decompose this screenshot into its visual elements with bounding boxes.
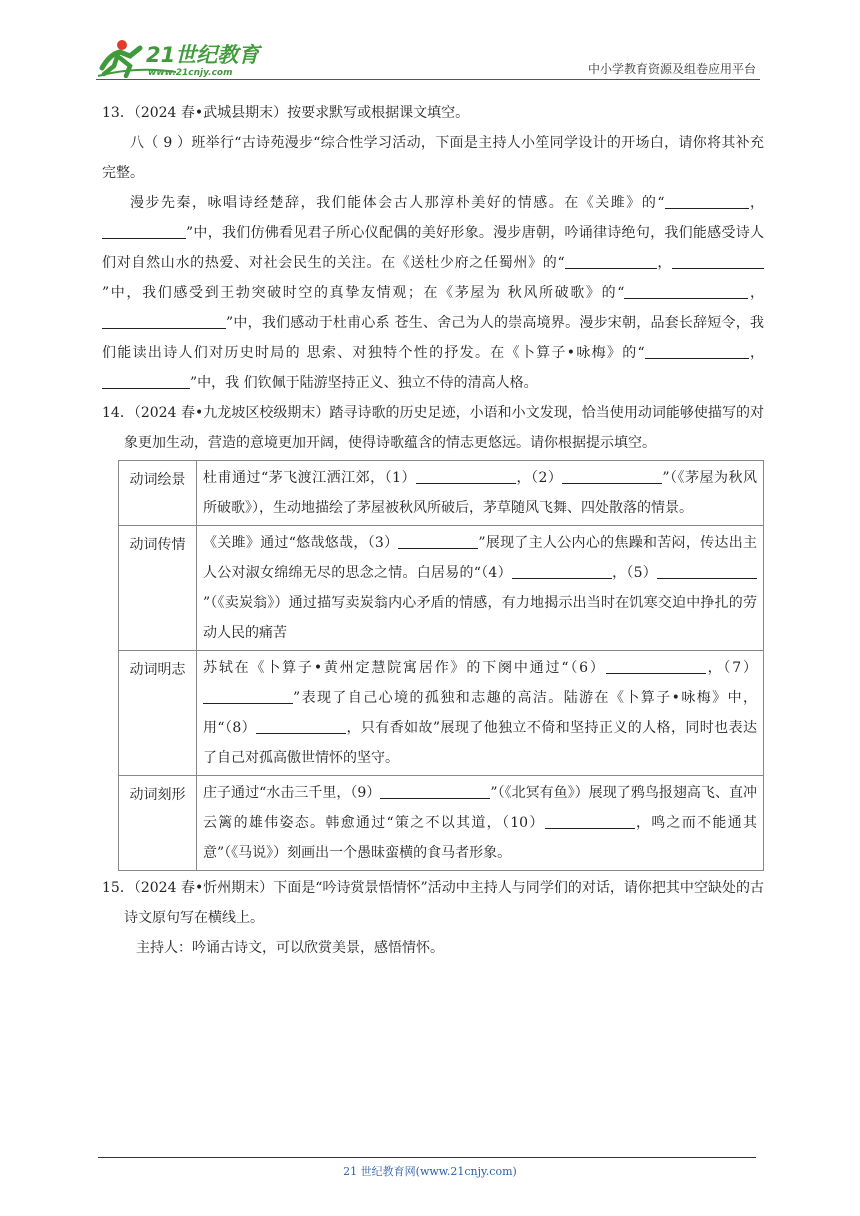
text-segment: ”中，我 们钦佩于陆游坚持正义、独立不侍的清高人格。	[190, 375, 538, 391]
text-segment: 漫步先秦，咏唱诗经楚辞，我们能体会古人那淳朴美好的情感。在《关雎》的“	[130, 195, 665, 211]
text-segment: ”（《茅屋为秋风所破歌》），生动地描绘了茅屋被秋风所破后，茅草随风飞舞、四处散落的情景。	[203, 470, 757, 516]
platform-name: 中小学教育资源及组卷应用平台	[587, 62, 756, 76]
text-segment: ，	[656, 255, 673, 271]
row-text	[197, 776, 764, 871]
answer-blank-8[interactable]	[102, 373, 190, 389]
logo-url: www.21cnjy.com	[148, 68, 233, 78]
question-content	[102, 98, 764, 963]
text-segment: 杜甫通过“茅飞渡江洒江郊，（1）	[203, 470, 416, 486]
text-segment: 《关雎》通过“悠哉悠哉，（3）	[203, 535, 399, 551]
logo-text: 21世纪教育	[146, 43, 260, 67]
row-label: 动词绘景	[119, 461, 197, 526]
text-segment: ”中，我们仿佛看见君子所心仪配偶的美好形象。漫步唐朝，吟诵律诗绝句，我们能感受诗人们对自然山水的热爱、对社会民生的关注。在《送杜少府之任蜀州》的“	[102, 225, 764, 271]
text-segment: ，	[748, 345, 764, 361]
row-label: 动词明志	[119, 651, 197, 776]
text-segment: ”（《北冥有鱼》）展现了鸦鸟报翅高飞、直冲云篱的雄伟姿态。韩愈通过“策之不以其道，（10）	[203, 785, 757, 831]
text-segment: 庄子通过“水击三千里，（9）	[203, 785, 381, 801]
text-segment: ”中，我们感受到王勃突破时空的真挚友情观；在《茅屋为 秋风所破歌》的“	[102, 285, 625, 301]
q15-host-line: 主持人：吟诵古诗文，可以欣赏美景，感悟情怀。	[136, 940, 444, 956]
answer-blank-7[interactable]	[645, 343, 749, 359]
answer-blank-t2[interactable]	[562, 468, 662, 484]
row-text	[197, 651, 764, 776]
answer-blank-t6[interactable]	[606, 658, 706, 674]
text-segment: ”（《卖炭翁》）通过描写卖炭翁内心矛盾的情感，有力地揭示出当时在饥寒交迫中挣扎的劳动人民的痛苦	[203, 595, 757, 641]
q14-title: 14．（2024 春•九龙坡区校级期末）踏寻诗歌的历史足迹，小语和小文发现，恰当使用动词能够使描写的对象更加生动，营造的意境更加开阔，使得诗歌蕴含的情志更悠远。请你根据提示填空。	[102, 405, 764, 451]
text-segment: 苏轼在《卜算子•黄州定慧院寓居作》的下阕中通过“（6）	[203, 660, 606, 676]
table-row	[119, 461, 764, 526]
answer-blank-t10[interactable]	[545, 813, 635, 829]
answer-blank-5[interactable]	[624, 283, 748, 299]
text-segment: ，只有香如故”展现了他独立不倚和坚持正义的人格，同时也表达了自己对孤高傲世情怀的坚守。	[203, 720, 757, 766]
table-row	[119, 526, 764, 651]
text-segment: ”展现了主人公内心的焦躁和苦闷，传达出主人公对淑女绵绵无尽的思念之情。白居易的“（4）	[203, 535, 757, 581]
text-segment: ，	[748, 285, 765, 301]
answer-blank-t1[interactable]	[416, 468, 516, 484]
q15-title: 15．（2024 春•忻州期末）下面是“吟诗赏景悟情怀”活动中主持人与同学们的对话，请你把其中空缺处的古诗文原句写在横线上。	[102, 880, 764, 926]
brand-logo[interactable]	[96, 36, 266, 78]
answer-blank-1[interactable]	[665, 193, 749, 209]
q13-passage	[102, 188, 764, 398]
text-segment: ，（5）	[611, 565, 657, 581]
text-segment: ”中，我们感动于杜甫心系 苍生、舍己为人的崇高境界。漫步宋朝，品套长辞短令，我们能读出诗人们对历史时局的 思索、对独特个性的抒发。在《卜算子•咏梅》的“	[102, 315, 764, 361]
answer-blank-4[interactable]	[672, 253, 764, 269]
q13-title: 13．（2024 春•武城县期末）按要求默写或根据课文填空。	[102, 105, 470, 121]
page-header	[96, 30, 760, 80]
text-segment: ，	[748, 195, 765, 211]
footer-divider	[98, 1157, 756, 1158]
footer-link[interactable]: 21 世纪教育网(www.21cnjy.com)	[343, 1165, 517, 1178]
row-text	[197, 526, 764, 651]
answer-blank-t5[interactable]	[657, 563, 757, 579]
table-row	[119, 776, 764, 871]
row-label: 动词传情	[119, 526, 197, 651]
answer-blank-2[interactable]	[102, 223, 186, 239]
answer-blank-t7[interactable]	[203, 688, 293, 704]
answer-blank-t3[interactable]	[398, 533, 478, 549]
answer-blank-t4[interactable]	[512, 563, 612, 579]
text-segment: ，（7）	[705, 660, 757, 676]
row-text	[197, 461, 764, 526]
text-segment: ”表现了自己心境的孤独和志趣的高洁。陆游在《卜算子•咏梅》中，用“（8）	[203, 690, 757, 736]
header-divider	[96, 79, 760, 80]
row-label: 动词刻形	[119, 776, 197, 871]
answer-blank-6[interactable]	[102, 313, 226, 329]
verb-table	[118, 460, 764, 871]
answer-blank-t8[interactable]	[256, 718, 346, 734]
answer-blank-3[interactable]	[565, 253, 657, 269]
table-row	[119, 651, 764, 776]
answer-blank-t9[interactable]	[380, 783, 490, 799]
text-segment: ，（2）	[515, 470, 563, 486]
q13-intro: 八（ 9 ）班举行“古诗苑漫步“综合性学习活动，下面是主持人小笙同学设计的开场白，请你将其补充完整。	[102, 135, 764, 181]
text-segment: ，鸣之而不能通其意”（《马说》）刻画出一个愚昧蛮横的食马者形象。	[203, 815, 757, 861]
